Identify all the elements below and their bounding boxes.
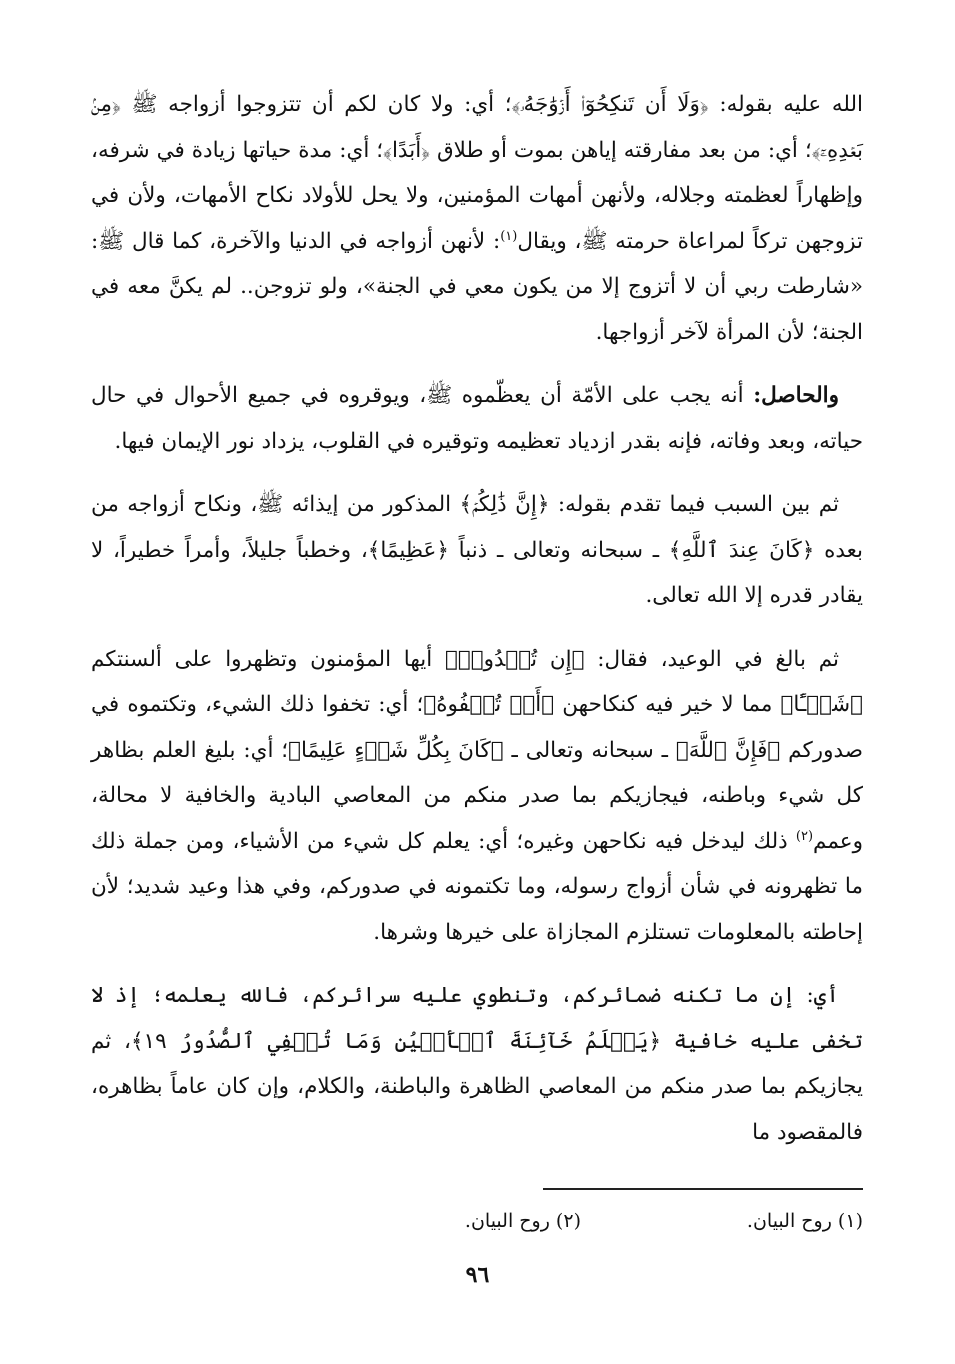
paragraph-1 — [91, 82, 863, 355]
footnote-divider — [543, 1188, 863, 1190]
paragraph-1-text-continued: : لأنهن أزواجه في الدنيا والآخرة، كما قال ﷺ: «شارطت ربي أن لا أتزوج إلا من يكون معي في الجنة»، ولو تزوجن.. لم يكنَّ معه في الجنة؛ لأن المرأة لآخر أزواجها. — [91, 228, 863, 345]
main-text-block — [91, 82, 863, 1173]
paragraph-2 — [91, 373, 863, 464]
paragraph-4-text-continued: ذلك ليدخل فيه نكاحهن وغيره؛ أي: يعلم كل شيء من الأشياء، ومن جملة ذلك ما تظهرونه في شأن أزواج رسوله، وما تكتمونه في صدوركم، وفي هذا وعيد شديد؛ لأن إحاطته بالمعلومات تستلزم المجازاة على خيرها وشرها. — [91, 828, 863, 945]
paragraph-4-text: ثم بالغ في الوعيد، فقال: ﴿إِن تُبۡدُوا۟﴾ أيها المؤمنون وتظهروا على ألسنتكم ﴿شَيۡـًٔا﴾ مما لا خير فيه كنكاحهن ﴿أَوۡ تُخۡفُوهُ﴾؛ أي: تخفوا ذلك الشيء، وتكتموه في صدوركم ﴿فَإِنَّ ٱللَّهَ﴾ ـ سبحانه وتعالى ـ ﴿كَانَ بِكُلِّ شَيۡءٍ عَلِيمًا﴾؛ أي: بليغ العلم بظاهر كل شيء وباطنه، فيجازيكم بما صدر منكم من المعاصي البادية والخافية لا محالة، وعمم — [91, 646, 863, 854]
paragraph-2-text: أنه يجب على الأمّة أن يعظّموه ﷺ، ويوقروه في جميع الأحوال في حال حياته، وبعد وفاته، فإنه بقدر ازدياد تعظيمه وتوقيره في القلوب، يزداد نور الإيمان فيها. — [91, 383, 863, 454]
paragraph-5 — [91, 973, 863, 1155]
paragraph-3 — [91, 482, 863, 619]
page-number: ٩٦ — [465, 1262, 490, 1288]
footnote-ref-2: (٢) — [795, 828, 814, 844]
paragraph-2-lead: والحاصل: — [753, 383, 839, 408]
paragraph-4 — [91, 637, 863, 956]
paragraph-3-text: ثم بين السبب فيما تقدم بقوله: ﴿إِنَّ ذَٰلِكُمۡ﴾ المذكور من إيذائه ﷺ، ونكاح أزواجه من بعده ﴿كَانَ عِندَ ٱللَّهِ﴾ ـ سبحانه وتعالى ـ ذنباً ﴿عَظِيمًا﴾، وخطباً جليلاً، وأمراً خطيراً، لا يقادر قدره إلا الله تعالى. — [91, 492, 863, 608]
footnote-1: (١) روح البيان. — [746, 1210, 863, 1232]
footnote-2: (٢) روح البيان. — [464, 1210, 581, 1232]
paragraph-5-text: أي: إن ما تكنه ضمائركم، وتنطوي عليه سرائركم، فالله يعلمه؛ إذ لا تخفى عليه خافية ﴿يَعۡلَمُ خَآئِنَةَ ٱلۡأَعۡيُنِ وَمَا تُخۡفِي ٱلصُّدُورُ ١٩﴾، ثم يجازيكم بما صدر منكم من المعاصي الظاهرة والباطنة، والكلام، وإن كان عاماً بظاهره، فالمقصود ما — [91, 983, 863, 1145]
footnote-ref-1: (١) — [500, 228, 518, 244]
paragraph-1-text: الله عليه بقوله: ﴿وَلَا أَن تَنكِحُوٓا۟ أَزۡوَٰجَهُۥ﴾؛ أي: ولا كان لكم أن تتزوجوا أزواجه ﷺ ﴿مِنۢ بَعۡدِهِۦٓ﴾؛ أي: من بعد مفارقته إياهن بموت أو طلاق ﴿أَبَدًا﴾؛ أي: مدة حياتها زيادة في شرفه، وإظهاراً لعظمته وجلاله، ولأنهن أمهات المؤمنين، ولا يحل للأولاد نكاح الأمهات، ولأن في تزوجهن تركاً لمراعاة حرمته ﷺ، ويقال — [91, 92, 864, 254]
